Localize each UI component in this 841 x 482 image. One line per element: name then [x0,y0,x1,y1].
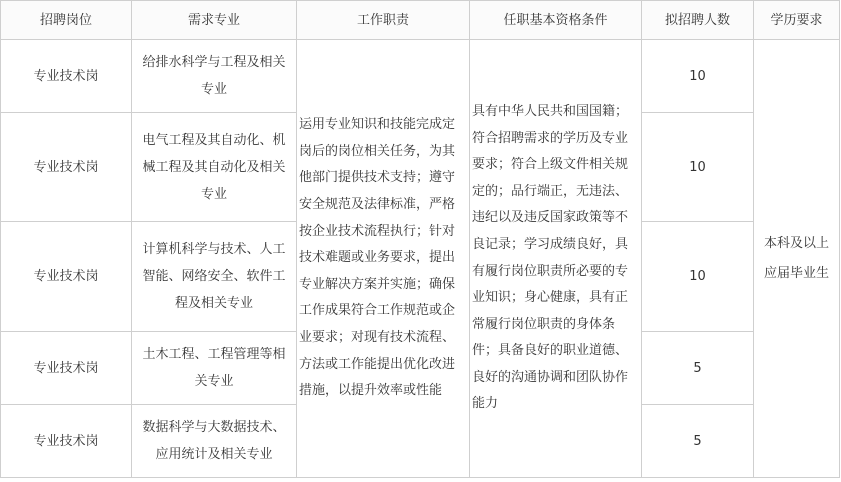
position-cell: 专业技术岗 [1,222,132,332]
position-cell: 专业技术岗 [1,113,132,222]
duties-cell: 运用专业知识和技能完成定岗后的岗位相关任务，为其他部门提供技术支持；遵守安全规范及法律标准，严格按企业技术流程执行；针对技术难题或业务要求，提出专业解决方案并实施；确保工作成果符合工作规范或企业要求；对现有技术流程、方法或工作能提出优化改进措施，以提升效率或性能 [297,40,470,478]
count-cell: 10 [642,113,754,222]
header-duties: 工作职责 [297,1,470,40]
position-cell: 专业技术岗 [1,332,132,405]
header-row [1,1,840,40]
major-cell: 计算机科学与技术、人工智能、网络安全、软件工程及相关专业 [132,222,297,332]
position-cell: 专业技术岗 [1,40,132,113]
position-cell: 专业技术岗 [1,405,132,478]
major-cell: 电气工程及其自动化、机械工程及其自动化及相关专业 [132,113,297,222]
count-cell: 10 [642,222,754,332]
count-cell: 5 [642,405,754,478]
requirements-cell: 具有中华人民共和国国籍；符合招聘需求的学历及专业要求；符合上级文件相关规定的；品行端正，无违法、违纪以及违反国家政策等不良记录；学习成绩良好，具有履行岗位职责所必要的专业知识；身心健康，具有正常履行岗位职责的身体条件；具备良好的职业道德、良好的沟通协调和团队协作能力 [470,40,642,478]
header-education: 学历要求 [754,1,840,40]
header-major: 需求专业 [132,1,297,40]
header-count: 拟招聘人数 [642,1,754,40]
major-cell: 给排水科学与工程及相关专业 [132,40,297,113]
count-cell: 5 [642,332,754,405]
header-requirements: 任职基本资格条件 [470,1,642,40]
table-row [1,40,840,113]
count-cell: 10 [642,40,754,113]
major-cell: 土木工程、工程管理等相关专业 [132,332,297,405]
header-position: 招聘岗位 [1,1,132,40]
major-cell: 数据科学与大数据技术、应用统计及相关专业 [132,405,297,478]
education-cell: 本科及以上应届毕业生 [754,40,840,478]
